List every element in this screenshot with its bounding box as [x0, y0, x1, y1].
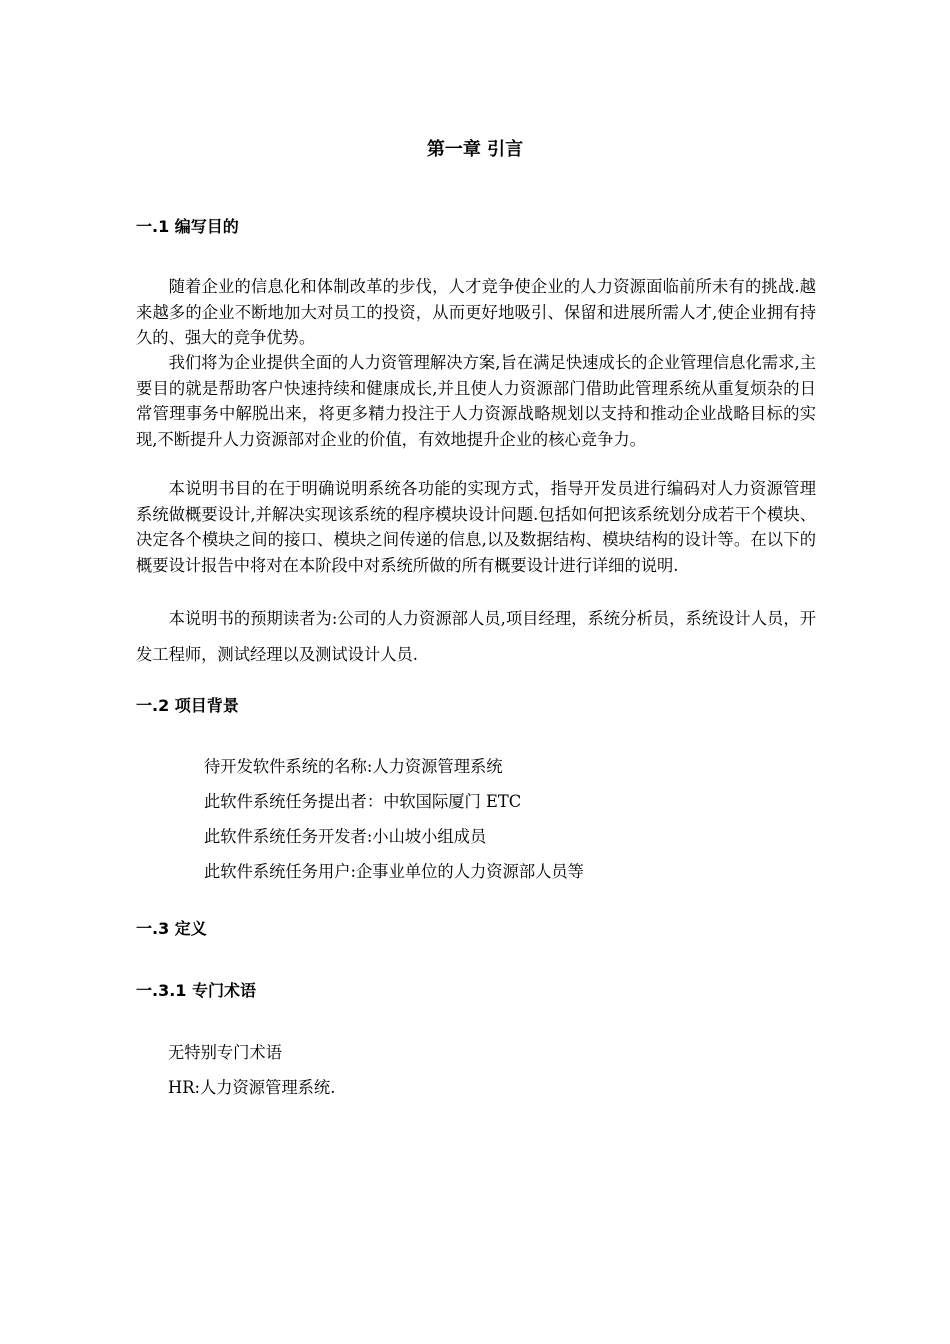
- section-heading-definitions: 一.3 定义: [136, 919, 207, 938]
- background-line-proposer: 此软件系统任务提出者：中软国际厦门 ETC: [204, 792, 522, 811]
- terms-line-none: 无特别专门术语: [168, 1043, 282, 1062]
- paragraph-purpose-3: 本说明书目的在于明确说明系统各功能的实现方式，指导开发员进行编码对人力资源管理系统做概要设计,并解决实现该系统的程序模块设计问题.包括如何把该系统划分成若干个模块、决定各个模块之间的接口、模块之间传递的信息,以及数据结构、模块结构的设计等。在以下的概要设计报告中将对在本阶段中对系统所做的所有概要设计进行详细的说明.: [136, 479, 816, 575]
- section-heading-terms: 一.3.1 专门术语: [136, 981, 256, 1000]
- section-heading-purpose: 一.1 编写目的: [136, 217, 239, 236]
- terms-line-hr: HR:人力资源管理系统.: [168, 1078, 336, 1097]
- paragraph-purpose-4: 本说明书的预期读者为:公司的人力资源部人员,项目经理，系统分析员，系统设计人员，开发工程师，测试经理以及测试设计人员.: [136, 609, 816, 664]
- background-line-developer: 此软件系统任务开发者:小山坡小组成员: [204, 827, 487, 846]
- chapter-title: 第一章 引言: [426, 139, 524, 160]
- background-line-name: 待开发软件系统的名称:人力资源管理系统: [204, 757, 503, 776]
- section-heading-background: 一.2 项目背景: [136, 696, 239, 715]
- paragraph-purpose-1: 随着企业的信息化和体制改革的步伐，人才竞争使企业的人力资源面临前所未有的挑战.越来越多的企业不断地加大对员工的投资，从而更好地吸引、保留和进展所需人才,使企业拥有持久的、强大的竞争优势。: [136, 277, 816, 347]
- background-line-user: 此软件系统任务用户:企事业单位的人力资源部人员等: [204, 862, 584, 881]
- paragraph-purpose-2: 我们将为企业提供全面的人力资管理解决方案,旨在满足快速成长的企业管理信息化需求,主要目的就是帮助客户快速持续和健康成长,并且使人力资源部门借助此管理系统从重复烦杂的日常管理事务中解脱出来，将更多精力投注于人力资源战略规划以支持和推动企业战略目标的实现,不断提升人力资源部对企业的价值，有效地提升企业的核心竞争力。: [136, 353, 816, 449]
